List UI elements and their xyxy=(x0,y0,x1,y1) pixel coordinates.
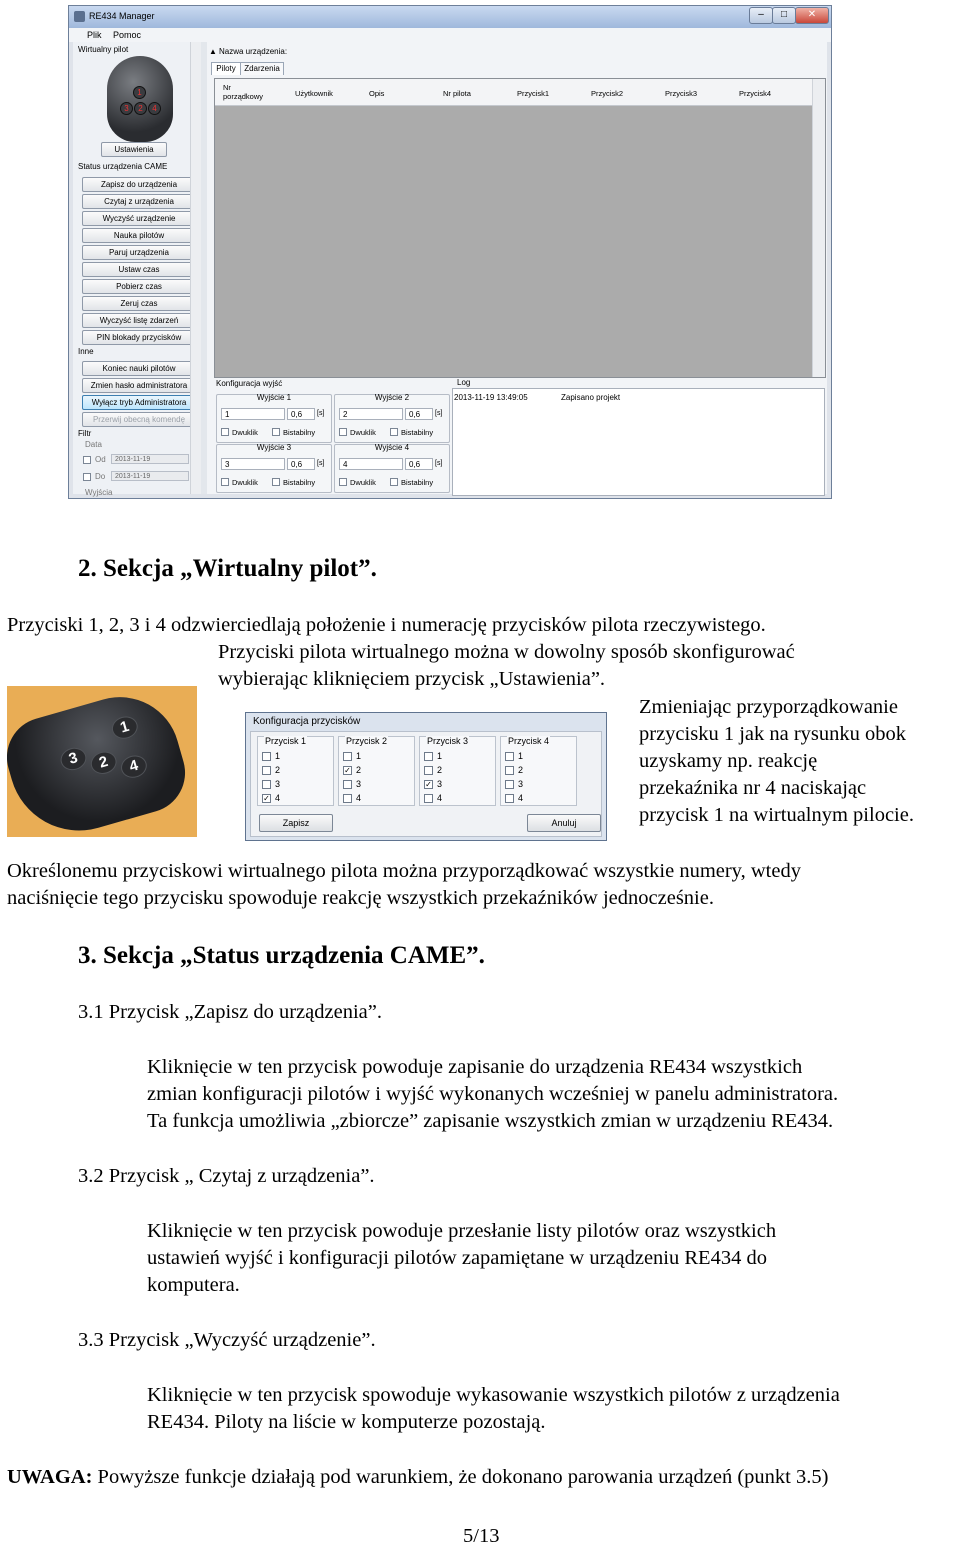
time-unit: [s] xyxy=(317,410,325,417)
warning-label: UWAGA: xyxy=(7,1466,93,1488)
option-label: 1 xyxy=(356,751,362,761)
option-checkbox[interactable] xyxy=(343,780,352,789)
pin-lock-button[interactable]: PIN blokady przycisków xyxy=(82,330,196,345)
keyfob-photo xyxy=(7,686,197,837)
outputs-filter-label: Wyjścia xyxy=(85,488,113,497)
double-click-checkbox[interactable] xyxy=(339,478,347,486)
bistable-checkbox[interactable] xyxy=(390,478,398,486)
double-click-label: Dwuklik xyxy=(350,478,376,487)
to-label: Do xyxy=(95,472,106,481)
double-click-checkbox[interactable] xyxy=(339,428,347,436)
output-time-spinner[interactable]: 0,6 xyxy=(405,408,433,420)
option-label: 1 xyxy=(275,751,281,761)
option-checkbox[interactable] xyxy=(505,794,514,803)
remote-button-1[interactable]: 1 xyxy=(133,86,146,99)
option-label: 3 xyxy=(518,779,524,789)
output-time-spinner[interactable]: 0,6 xyxy=(405,458,433,470)
column-header[interactable]: Opis xyxy=(369,89,385,98)
button-group-4 xyxy=(500,736,577,806)
column-header[interactable]: Przycisk3 xyxy=(665,89,698,98)
time-unit: [s] xyxy=(435,460,443,467)
subsection-title: 3.1 Przycisk „Zapisz do urządzenia”. xyxy=(78,1001,382,1023)
get-time-button[interactable]: Pobierz czas xyxy=(82,279,196,294)
option-checkbox[interactable] xyxy=(424,794,433,803)
paragraph-line: naciśnięcie tego przycisku spowoduje reakcję wszystkich przekaźników jednocześnie. xyxy=(7,887,714,909)
option-checkbox[interactable] xyxy=(505,752,514,761)
option-label: 4 xyxy=(518,793,524,803)
option-checkbox[interactable] xyxy=(424,766,433,775)
option-label: 3 xyxy=(275,779,281,789)
from-checkbox[interactable] xyxy=(83,456,91,464)
keyfob-body xyxy=(7,686,195,837)
double-click-checkbox[interactable] xyxy=(221,428,229,436)
option-label: 3 xyxy=(437,779,443,789)
option-checkbox[interactable] xyxy=(343,794,352,803)
option-checkbox[interactable] xyxy=(505,766,514,775)
paragraph-line: Przyciski pilota wirtualnego można w dowolny sposób skonfigurować xyxy=(218,641,795,663)
app-icon xyxy=(74,11,85,22)
clear-device-button[interactable]: Wyczyść urządzenie xyxy=(82,211,196,226)
option-checkbox[interactable] xyxy=(262,752,271,761)
time-unit: [s] xyxy=(435,410,443,417)
tab-piloty[interactable]: Piloty xyxy=(211,62,241,75)
from-date-field[interactable]: 2013-11-19 xyxy=(111,454,189,464)
output-group-1 xyxy=(216,394,332,443)
maximize-icon[interactable]: □ xyxy=(772,7,796,24)
button-group-2 xyxy=(338,736,415,806)
time-unit: [s] xyxy=(317,460,325,467)
left-panel xyxy=(73,42,201,497)
paragraph-line: ustawień wyjść i konfiguracji pilotów zapamiętane w urządzeniu RE434 do xyxy=(147,1247,767,1269)
column-header[interactable]: Przycisk1 xyxy=(517,89,550,98)
paragraph-line: wybierając kliknięciem przycisk „Ustawienia”. xyxy=(218,668,606,690)
option-checkbox[interactable] xyxy=(262,766,271,775)
button-option-row xyxy=(505,779,523,789)
double-click-label: Dwuklik xyxy=(232,478,258,487)
read-from-device-button[interactable]: Czytaj z urządzenia xyxy=(82,194,196,209)
button-group-title: Przycisk 2 xyxy=(346,736,388,746)
date-label: Data xyxy=(85,440,102,449)
option-checkbox[interactable] xyxy=(424,752,433,761)
output-title: Wyjście 2 xyxy=(374,393,410,402)
button-option-row xyxy=(343,793,361,803)
option-checkbox[interactable]: ✓ xyxy=(263,794,270,804)
button-group-title: Przycisk 1 xyxy=(265,736,307,746)
to-checkbox[interactable] xyxy=(83,473,91,481)
paragraph-line: Określonemu przyciskowi wirtualnego pilota można przyporządkować wszystkie numery, wtedy xyxy=(7,860,801,882)
end-learning-button[interactable]: Koniec nauki pilotów xyxy=(82,361,196,376)
fob-button-4: 4 xyxy=(118,752,149,780)
button-option-row xyxy=(343,779,361,789)
option-label: 2 xyxy=(437,765,443,775)
bistable-label: Bistabilny xyxy=(401,478,434,487)
option-checkbox[interactable]: ✓ xyxy=(425,780,432,790)
bistable-label: Bistabilny xyxy=(283,428,316,437)
side-line: Zmieniając przyporządkowanie xyxy=(639,696,898,718)
from-label: Od xyxy=(95,455,106,464)
button-option-row xyxy=(505,765,523,775)
output-group-2 xyxy=(334,394,450,443)
paragraph-line: komputera. xyxy=(147,1274,240,1296)
output-group-3 xyxy=(216,444,332,493)
bistable-checkbox[interactable] xyxy=(272,428,280,436)
bistable-label: Bistabilny xyxy=(283,478,316,487)
output-group-4 xyxy=(334,444,450,493)
tab-zdarzenia[interactable]: Zdarzenia xyxy=(240,62,284,75)
grid-header xyxy=(215,79,812,106)
option-label: 1 xyxy=(518,751,524,761)
buttons-config-dialog xyxy=(245,712,607,841)
window-title: RE434 Manager xyxy=(89,11,155,21)
option-label: 2 xyxy=(275,765,281,775)
virtual-remote-label: Wirtualny pilot xyxy=(78,45,129,54)
other-label: Inne xyxy=(78,347,94,356)
button-option-row xyxy=(424,751,442,761)
page-number: 5/13 xyxy=(463,1525,500,1547)
outputs-config xyxy=(214,378,451,494)
bistable-checkbox[interactable] xyxy=(272,478,280,486)
column-header[interactable]: Nr porządkowy xyxy=(223,83,264,101)
column-header[interactable]: Nr pilota xyxy=(443,89,471,98)
save-button[interactable]: Zapisz xyxy=(259,814,333,832)
paragraph-line: zmian konfiguracji pilotów i wyjść wykonanych wcześniej w panelu administratora. xyxy=(147,1083,839,1105)
option-label: 3 xyxy=(356,779,362,789)
button-group-title: Przycisk 4 xyxy=(508,736,550,746)
pair-devices-button[interactable]: Paruj urządzenia xyxy=(82,245,196,260)
remote-button-3[interactable]: 3 xyxy=(120,102,133,115)
button-option-row xyxy=(343,751,361,761)
double-click-checkbox[interactable] xyxy=(221,478,229,486)
log-box xyxy=(452,388,825,496)
paragraph-line: RE434. Piloty na liście w komputerze pozostają. xyxy=(147,1411,546,1433)
minimize-icon[interactable]: – xyxy=(749,7,773,24)
button-option-row xyxy=(424,765,442,775)
option-checkbox[interactable]: ✓ xyxy=(344,766,351,776)
paragraph-line: Kliknięcie w ten przycisk spowoduje wykasowanie wszystkich pilotów z urządzenia xyxy=(147,1384,840,1406)
bistable-label: Bistabilny xyxy=(401,428,434,437)
output-title: Wyjście 3 xyxy=(256,443,292,452)
option-checkbox[interactable] xyxy=(262,780,271,789)
button-option-row xyxy=(505,751,523,761)
column-header[interactable]: Przycisk4 xyxy=(739,89,772,98)
menu-file[interactable]: Plik xyxy=(87,30,102,40)
warning-text: Powyższe funkcje działają pod warunkiem, że dokonano parowania urządzeń (punkt 3.5) xyxy=(92,1466,829,1488)
button-option-row xyxy=(262,765,280,775)
output-title: Wyjście 1 xyxy=(256,393,292,402)
fob-button-1: 1 xyxy=(109,713,140,741)
reset-time-button[interactable]: Zeruj czas xyxy=(82,296,196,311)
grid-scrollbar[interactable] xyxy=(812,79,825,377)
double-click-label: Dwuklik xyxy=(350,428,376,437)
collapse-icon[interactable]: ▲ xyxy=(209,47,217,56)
double-click-label: Dwuklik xyxy=(232,428,258,437)
remotes-grid xyxy=(214,78,826,378)
filter-label: Filtr xyxy=(78,429,92,438)
button-group-title: Przycisk 3 xyxy=(427,736,469,746)
remote-button-4[interactable]: 4 xyxy=(148,102,161,115)
side-line: przycisku 1 jak na rysunku obok xyxy=(639,723,907,745)
app-window xyxy=(68,5,832,499)
output-number-field[interactable]: 3 xyxy=(221,458,285,470)
virtual-remote xyxy=(107,56,173,142)
button-option-row xyxy=(505,793,523,803)
output-number-field[interactable]: 2 xyxy=(339,408,403,420)
button-group-3 xyxy=(419,736,496,806)
log-label: Log xyxy=(457,378,471,387)
bistable-checkbox[interactable] xyxy=(390,428,398,436)
output-time-spinner[interactable]: 0,6 xyxy=(287,408,315,420)
button-option-row xyxy=(343,765,361,775)
button-option-row xyxy=(262,751,280,761)
subsection-title: 3.2 Przycisk „ Czytaj z urządzenia”. xyxy=(78,1165,375,1187)
section-2-heading: 2. Sekcja „Wirtualny pilot”. xyxy=(78,555,377,582)
column-header[interactable]: Użytkownik xyxy=(295,89,333,98)
side-line: przycisk 1 na wirtualnym pilocie. xyxy=(639,804,914,826)
button-option-row xyxy=(424,779,442,789)
outputs-config-label: Konfiguracja wyjść xyxy=(216,379,283,388)
change-admin-password-button[interactable]: Zmien hasło administratora xyxy=(82,378,196,393)
output-time-spinner[interactable]: 0,6 xyxy=(287,458,315,470)
dialog-title: Konfiguracja przycisków xyxy=(253,716,361,727)
paragraph-line: Przyciski 1, 2, 3 i 4 odzwierciedlają położenie i numerację przycisków pilota rzeczywistego. xyxy=(7,614,766,636)
option-label: 4 xyxy=(275,793,281,803)
clear-events-button[interactable]: Wyczyść listę zdarzeń xyxy=(82,313,196,328)
paragraph-line: Kliknięcie w ten przycisk powoduje przesłanie listy pilotów oraz wszystkich xyxy=(147,1220,777,1242)
column-header[interactable]: Przycisk2 xyxy=(591,89,624,98)
button-option-row xyxy=(262,779,280,789)
output-number-field[interactable]: 4 xyxy=(339,458,403,470)
title-bar xyxy=(69,6,831,28)
output-title: Wyjście 4 xyxy=(374,443,410,452)
option-checkbox[interactable] xyxy=(505,780,514,789)
warning-note xyxy=(7,1466,828,1489)
paragraph-line: Ta funkcja umożliwia „zbiorcze” zapisanie wszystkich zmian w urządzeniu RE434. xyxy=(147,1110,834,1132)
output-number-field[interactable]: 1 xyxy=(221,408,285,420)
log-entry-message: Zapisano projekt xyxy=(561,393,621,402)
menu-help[interactable]: Pomoc xyxy=(113,30,142,40)
option-label: 1 xyxy=(437,751,443,761)
option-label: 2 xyxy=(356,765,362,775)
to-date-field[interactable]: 2013-11-19 xyxy=(111,471,189,481)
paragraph-line: Kliknięcie w ten przycisk powoduje zapisanie do urządzenia RE434 wszystkich xyxy=(147,1056,803,1078)
learn-remotes-button[interactable]: Nauka pilotów xyxy=(82,228,196,243)
close-icon[interactable]: ✕ xyxy=(795,7,829,24)
section-3-heading: 3. Sekcja „Status urządzenia CAME”. xyxy=(78,942,485,969)
button-group-1 xyxy=(257,736,334,806)
dialog-body xyxy=(250,731,602,837)
save-to-device-button[interactable]: Zapisz do urządzenia xyxy=(82,177,196,192)
option-label: 4 xyxy=(437,793,443,803)
option-label: 2 xyxy=(518,765,524,775)
side-line: uzyskamy np. reakcję xyxy=(639,750,818,772)
fob-button-3: 3 xyxy=(58,745,89,773)
menu-bar xyxy=(69,28,831,42)
settings-button[interactable]: Ustawienia xyxy=(101,142,167,157)
option-label: 4 xyxy=(356,793,362,803)
button-option-row xyxy=(424,793,442,803)
abort-command-button[interactable]: Przerwij obecną komendę xyxy=(82,412,196,427)
set-time-button[interactable]: Ustaw czas xyxy=(82,262,196,277)
side-line: przekaźnika nr 4 naciskając xyxy=(639,777,867,799)
cancel-button[interactable]: Anuluj xyxy=(527,814,601,832)
log-entry-time: 2013-11-19 13:49:05 xyxy=(454,393,528,402)
remote-button-2[interactable]: 2 xyxy=(134,102,147,115)
option-checkbox[interactable] xyxy=(343,752,352,761)
fob-button-2: 2 xyxy=(88,749,119,777)
button-option-row xyxy=(262,793,280,803)
disable-admin-mode-button[interactable]: Wyłącz tryb Administratora xyxy=(82,395,196,410)
subsection-title: 3.3 Przycisk „Wyczyść urządzenie”. xyxy=(78,1329,376,1351)
device-name-label: Nazwa urządzenia: xyxy=(219,47,288,56)
status-label: Status urządzenia CAME xyxy=(78,162,168,171)
